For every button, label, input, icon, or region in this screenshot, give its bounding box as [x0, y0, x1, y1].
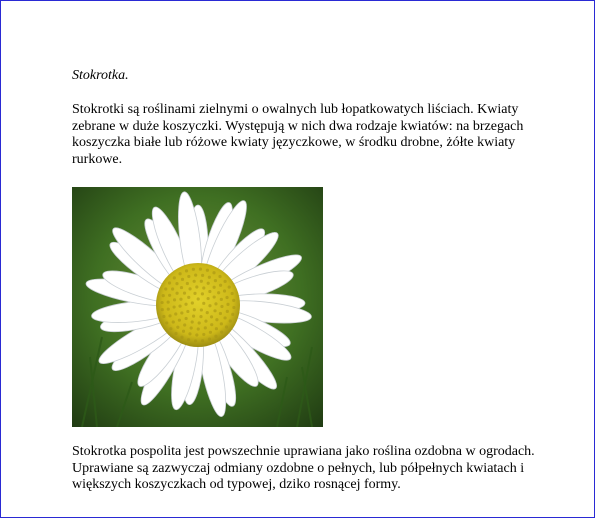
- disc-floret: [201, 339, 204, 342]
- disc-floret: [173, 298, 176, 301]
- disc-floret: [180, 336, 183, 339]
- disc-floret: [184, 303, 187, 306]
- disc-floret: [220, 331, 223, 334]
- disc-floret: [214, 335, 217, 338]
- disc-floret: [198, 321, 201, 324]
- disc-floret: [213, 309, 216, 312]
- disc-floret: [214, 302, 217, 305]
- disc-floret: [161, 308, 164, 311]
- disc-floret: [180, 286, 183, 289]
- disc-floret: [168, 314, 171, 317]
- disc-floret: [188, 332, 191, 335]
- disc-floret: [201, 274, 204, 277]
- document-body: [72, 67, 542, 494]
- disc-floret: [202, 302, 205, 305]
- disc-floret: [224, 280, 227, 283]
- disc-floret: [231, 292, 234, 295]
- disc-floret: [186, 282, 189, 285]
- disc-floret: [191, 301, 194, 304]
- disc-floret: [176, 326, 179, 329]
- disc-floret: [232, 306, 235, 309]
- disc-floret: [209, 331, 212, 334]
- disc-floret: [214, 279, 217, 282]
- disc-floret: [180, 311, 183, 314]
- disc-floret: [213, 295, 216, 298]
- disc-floret: [193, 280, 196, 283]
- paragraph-cultivation: Stokrotka pospolita jest powszechnie uprawiana jako roślina ozdobna w ogrodach. Uprawiane są zazwyczaj odmiany ozdobne o pełnych, lub półpełnych kwiatach i większych koszyczkach od typowej, dziko rosnącej formy.: [72, 444, 535, 492]
- disc-floret: [226, 310, 229, 313]
- disc-floret: [208, 276, 211, 279]
- disc-floret: [187, 275, 190, 278]
- disc-floret: [193, 292, 196, 295]
- disc-floret: [215, 327, 218, 330]
- disc-floret: [169, 327, 172, 330]
- disc-floret: [199, 315, 202, 318]
- disc-floret: [181, 278, 184, 281]
- disc-floret: [223, 289, 226, 292]
- disc-floret: [171, 287, 174, 290]
- disc-floret: [174, 312, 177, 315]
- disc-floret: [200, 280, 203, 283]
- disc-floret: [167, 307, 170, 310]
- daisy-photo: [72, 187, 323, 427]
- disc-floret: [193, 308, 196, 311]
- disc-floret: [207, 297, 210, 300]
- disc-floret: [164, 287, 167, 290]
- disc-floret: [204, 326, 207, 329]
- disc-floret: [199, 267, 202, 270]
- disc-floret: [183, 323, 186, 326]
- disc-floret: [220, 322, 223, 325]
- disc-floret: [185, 317, 188, 320]
- disc-floret: [175, 282, 178, 285]
- disc-floret: [188, 287, 191, 290]
- disc-floret: [208, 304, 211, 307]
- disc-floret: [172, 305, 175, 308]
- disc-floret: [197, 297, 200, 300]
- disc-floret: [175, 292, 178, 295]
- disc-floret: [187, 338, 190, 341]
- disc-floret: [200, 308, 203, 311]
- disc-floret: [162, 315, 165, 318]
- disc-floret: [174, 332, 177, 335]
- disc-floret: [165, 321, 168, 324]
- disc-floret: [219, 284, 222, 287]
- disc-floret: [213, 286, 216, 289]
- disc-floret: [201, 292, 204, 295]
- disc-floret: [206, 269, 209, 272]
- disc-floret: [207, 282, 210, 285]
- disc-floret: [229, 319, 232, 322]
- disc-floret: [179, 298, 182, 301]
- disc-floret: [218, 275, 221, 278]
- disc-floret: [168, 294, 171, 297]
- disc-floret: [231, 313, 234, 316]
- disc-floret: [225, 296, 228, 299]
- disc-floret: [220, 305, 223, 308]
- disc-floret: [173, 276, 176, 279]
- disc-floret: [226, 303, 229, 306]
- disc-floret: [215, 318, 218, 321]
- disc-floret: [204, 320, 207, 323]
- disc-floret: [185, 269, 188, 272]
- disc-floret: [219, 312, 222, 315]
- disc-floret: [162, 294, 165, 297]
- disc-floret: [223, 316, 226, 319]
- disc-floret: [232, 299, 235, 302]
- disc-floret: [210, 323, 213, 326]
- disc-floret: [183, 292, 186, 295]
- disc-floret: [192, 268, 195, 271]
- disc-floret: [190, 326, 193, 329]
- disc-floret: [182, 330, 185, 333]
- disc-floret: [206, 311, 209, 314]
- disc-floret: [195, 285, 198, 288]
- disc-floret: [197, 327, 200, 330]
- paragraph-description: Stokrotki są roślinami zielnymi o owalnych lub łopatkowatych liściach. Kwiaty zebrane w duże koszyczki. Występują w nich dwa rodzaje kwiatów: na brzegach koszyczka białe lub różowe kwiaty języczkowe, w środku drobne, żółte kwiaty rurkowe.: [72, 102, 524, 167]
- disc-floret: [172, 320, 175, 323]
- disc-floret: [187, 296, 190, 299]
- disc-floret: [194, 339, 197, 342]
- disc-floret: [202, 286, 205, 289]
- disc-floret: [220, 298, 223, 301]
- disc-floret: [212, 271, 215, 274]
- disc-floret: [178, 319, 181, 322]
- disc-floret: [168, 281, 171, 284]
- disc-floret: [217, 291, 220, 294]
- disc-floret: [202, 333, 205, 336]
- disc-floret: [208, 338, 211, 341]
- disc-floret: [191, 320, 194, 323]
- disc-floret: [178, 305, 181, 308]
- disc-floret: [210, 315, 213, 318]
- disc-floret: [167, 301, 170, 304]
- disc-floret: [160, 301, 163, 304]
- document-title: Stokrotka.: [72, 68, 129, 83]
- disc-floret: [208, 290, 211, 293]
- disc-floret: [195, 333, 198, 336]
- disc-floret: [186, 310, 189, 313]
- disc-floret: [178, 272, 181, 275]
- disc-floret: [225, 325, 228, 328]
- disc-floret: [192, 315, 195, 318]
- disc-floret: [194, 273, 197, 276]
- disc-floret: [228, 285, 231, 288]
